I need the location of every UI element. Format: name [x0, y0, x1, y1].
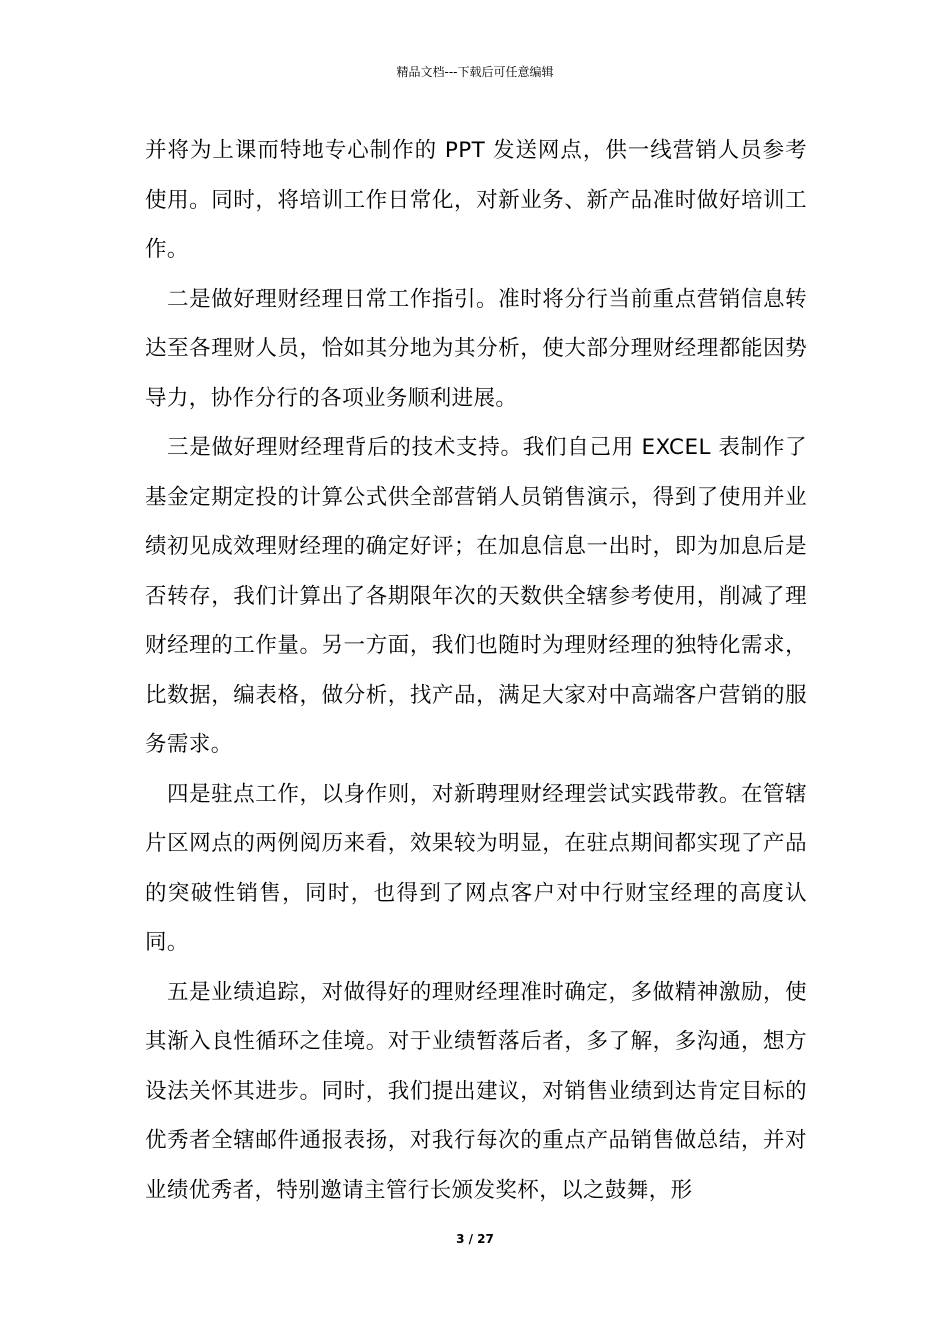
paragraph-fourth-point: 四是驻点工作，以身作则，对新聘理财经理尝试实践带教。在管辖片区网点的两例阅历来看，效果较为明显，在驻点期间都实现了产品的突破性销售，同时，也得到了网点客户对中行财宝经理的高度认同。	[145, 781, 807, 955]
document-body	[145, 126, 807, 1215]
paragraph-fifth-point: 五是业绩追踪，对做得好的理财经理准时确定，多做精神激励，使其渐入良性循环之佳境。对于业绩暂落后者，多了解，多沟通，想方设法关怀其进步。同时，我们提出建议，对销售业绩到达肯定目标的优秀者全辖邮件通报表扬，对我行每次的重点产品销售做总结，并对业绩优秀者，特别邀请主管行长颁发奖杯，以之鼓舞，形	[145, 979, 807, 1203]
paragraph-second-point: 二是做好理财经理日常工作指引。准时将分行当前重点营销信息转达至各理财人员，恰如其分地为其分析，使大部分理财经理都能因势导力，协作分行的各项业务顺利进展。	[145, 286, 807, 411]
page-header: 精品文档---下载后可任意编辑	[396, 65, 554, 79]
paragraph-third-point: 三是做好理财经理背后的技术支持。我们自己用 EXCEL 表制作了基金定期定投的计算公式供全部营销人员销售演示，得到了使用并业绩初见成效理财经理的确定好评；在加息信息一出时，即为加息后是否转存，我们计算出了各期限年次的天数供全辖参考使用，削减了理财经理的工作量。另一方面，我们也随时为理财经理的独特化需求，比数据，编表格，做分析，找产品，满足大家对中高端客户营销的服务需求。	[145, 435, 807, 757]
page-number: 3 / 27	[456, 1232, 494, 1246]
paragraph-continuation: 并将为上课而特地专心制作的 PPT 发送网点，供一线营销人员参考使用。同时，将培训工作日常化，对新业务、新产品准时做好培训工作。	[145, 138, 807, 262]
